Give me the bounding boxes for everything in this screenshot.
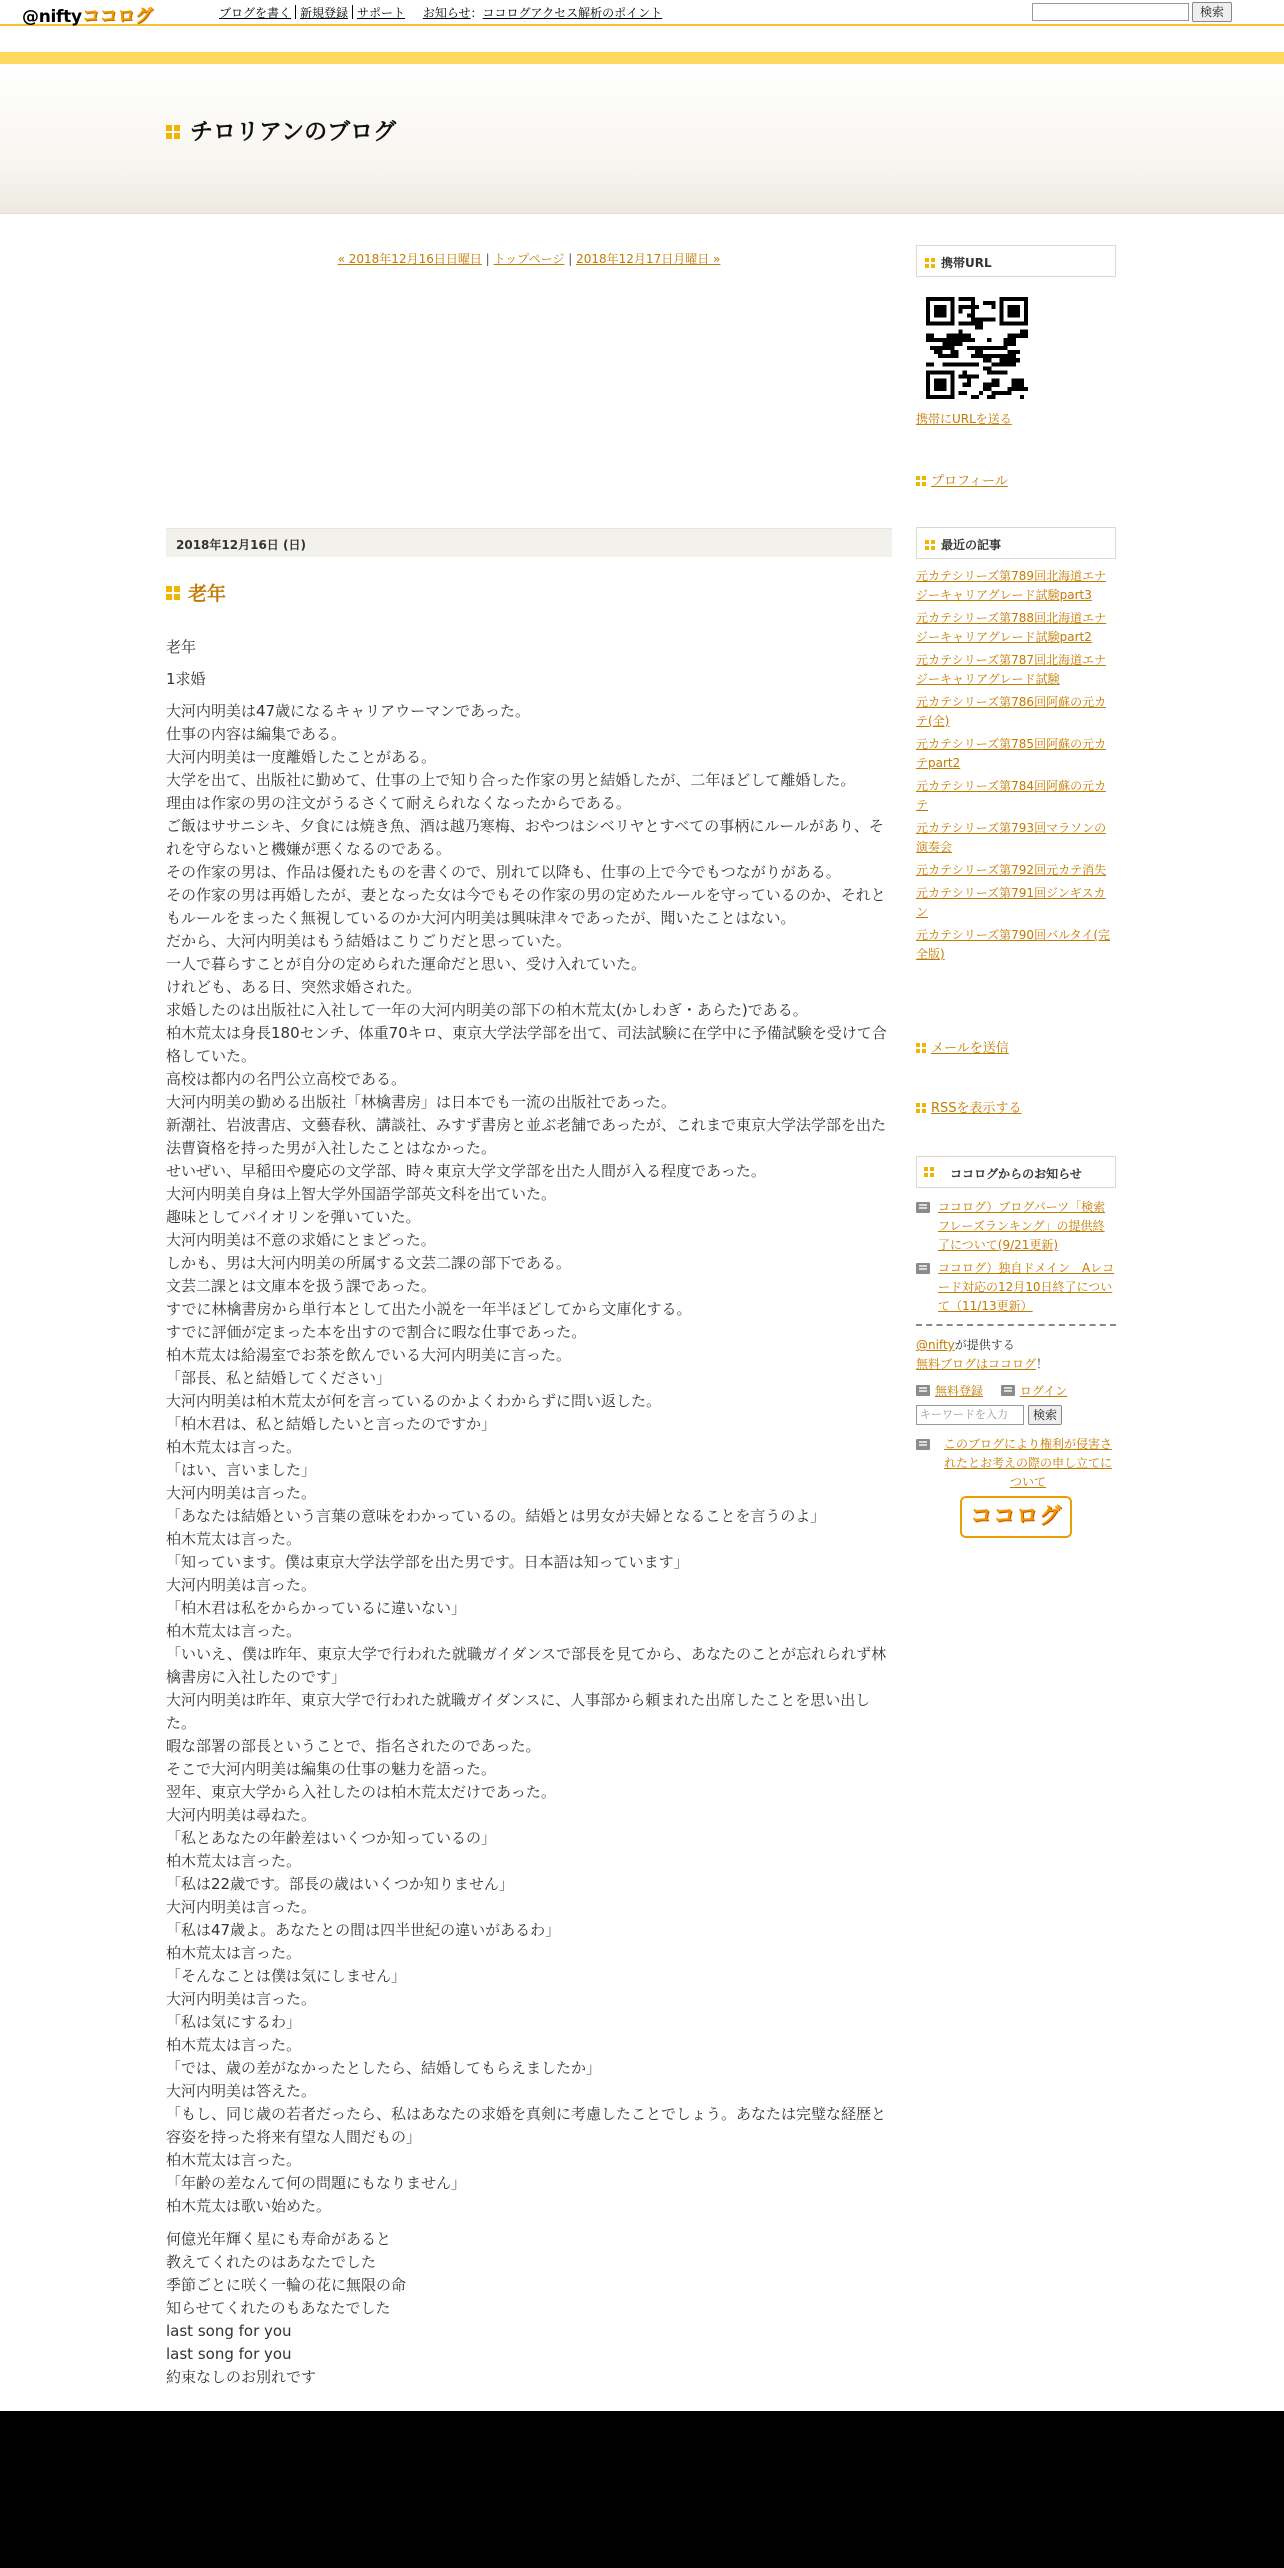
keyword-search-input[interactable]: キーワードを入力 bbox=[916, 1405, 1024, 1425]
square-icon bbox=[925, 540, 935, 550]
recent-post-link[interactable]: 元カテシリーズ第788回北海道エナジーキャリアグレード試験part2 bbox=[916, 611, 1107, 644]
entry-line: 柏木荒太は言った。 bbox=[166, 1622, 302, 1640]
register-icon bbox=[916, 1385, 930, 1396]
entry-title[interactable] bbox=[166, 579, 226, 606]
entry-subheading: 1求婚 bbox=[166, 670, 206, 688]
entry-line: 柏木荒太は言った。 bbox=[166, 1438, 302, 1456]
recent-post-item bbox=[916, 651, 1116, 689]
prev-entry-link[interactable]: « 2018年12月16日日曜日 bbox=[337, 252, 482, 266]
nav-register[interactable]: 新規登録 bbox=[300, 6, 349, 20]
entry-line: 柏木荒太は言った。 bbox=[166, 2036, 302, 2054]
entry-line: 大河内明美は答えた。 bbox=[166, 2082, 317, 2100]
top-search-input[interactable] bbox=[1032, 3, 1189, 21]
entry-line: けれども、ある日、突然求婚された。 bbox=[166, 978, 422, 996]
mobile-url-title-text: 携帯URL bbox=[941, 256, 992, 270]
entry-line: 「部長、私と結婚してください」 bbox=[166, 1369, 392, 1387]
recent-post-link[interactable]: 元カテシリーズ第792回元カテ消失 bbox=[916, 863, 1107, 877]
entry-line: 「あなたは結婚という言葉の意味をわかっているの。結婚とは男女が夫婦となることを言うのよ」 bbox=[166, 1507, 826, 1525]
free-blog-link[interactable]: 無料ブログはココログ bbox=[916, 1357, 1037, 1371]
recent-post-item bbox=[916, 735, 1116, 773]
entry-line: 「はい、言いました」 bbox=[166, 1461, 317, 1479]
entry-line: 理由は作家の男の注文がうるさくて耐えられなくなったからである。 bbox=[166, 794, 631, 812]
entry-line: 「私は気にするわ」 bbox=[166, 2013, 302, 2031]
recent-post-link[interactable]: 元カテシリーズ第790回バルタイ(完全版) bbox=[916, 928, 1111, 961]
entry-line: 一人で暮らすことが自分の定められた運命だと思い、受け入れていた。 bbox=[166, 955, 647, 973]
entry-line: 「私とあなたの年齢差はいくつか知っているの」 bbox=[166, 1829, 497, 1847]
nav-divider bbox=[295, 5, 296, 19]
entry-line: 大河内明美は言った。 bbox=[166, 1484, 317, 1502]
entry-line: 「年齢の差なんて何の問題にもなりません」 bbox=[166, 2174, 467, 2192]
recent-post-item bbox=[916, 926, 1116, 964]
entry-heading: 老年 bbox=[166, 638, 197, 656]
blog-title[interactable] bbox=[166, 113, 396, 146]
account-links bbox=[916, 1382, 1116, 1399]
entry-line: 柏木荒太は言った。 bbox=[166, 1944, 302, 1962]
lyric-line: 季節ごとに咲く一輪の花に無限の命 bbox=[166, 2276, 407, 2294]
notice-link[interactable]: ココログ）独自ドメイン Aレコード対応の12月10日終了について（11/13更新） bbox=[938, 1261, 1115, 1313]
keyword-search bbox=[916, 1405, 1116, 1425]
recent-posts-title bbox=[916, 527, 1116, 559]
entry-line: 「もし、同じ歳の若者だったら、私はあなたの求婚を真剣に考慮したことでしょう。あなたは完璧な経歴と容姿を持った将来有望な人間だもの」 bbox=[166, 2105, 887, 2146]
recent-post-item bbox=[916, 861, 1116, 880]
recent-post-link[interactable]: 元カテシリーズ第791回ジンギスカン bbox=[916, 886, 1106, 919]
nav-support[interactable]: サポート bbox=[357, 6, 406, 20]
provided-by bbox=[916, 1336, 1116, 1374]
entry-line: 大河内明美は言った。 bbox=[166, 1576, 317, 1594]
cocolog-notice-title bbox=[916, 1156, 1116, 1188]
profile-link[interactable]: プロフィール bbox=[931, 474, 1008, 489]
login-link[interactable]: ログイン bbox=[1019, 1384, 1068, 1398]
square-icon bbox=[916, 1103, 926, 1113]
notice-item bbox=[916, 1198, 1116, 1255]
entry-line: 「私は47歳よ。あなたとの間は四半世紀の違いがあるわ」 bbox=[166, 1921, 561, 1939]
entry-line: だから、大河内明美はもう結婚はこりごりだと思っていた。 bbox=[166, 932, 572, 950]
entry-line: 高校は都内の名門公立高校である。 bbox=[166, 1070, 407, 1088]
recent-posts-title-text: 最近の記事 bbox=[941, 538, 1002, 552]
entry-line: 大河内明美は昨年、東京大学で行われた就職ガイダンスに、人事部から頼まれた出席したことを思い出した。 bbox=[166, 1691, 871, 1732]
cocolog-logo-text: ココログ bbox=[81, 6, 153, 27]
provided-by-text: が提供する bbox=[954, 1338, 1015, 1352]
entry-line: 「そんなことは僕は気にしません」 bbox=[166, 1967, 407, 1985]
entry-line: 柏木荒太は言った。 bbox=[166, 1530, 302, 1548]
recent-post-link[interactable]: 元カテシリーズ第786回阿蘇の元カテ(全) bbox=[916, 695, 1107, 728]
nav-write-blog[interactable]: ブログを書く bbox=[219, 6, 292, 20]
recent-post-link[interactable]: 元カテシリーズ第787回北海道エナジーキャリアグレード試験 bbox=[916, 653, 1107, 686]
entry-line: 求婚したのは出版社に入社して一年の大河内明美の部下の柏木荒太(かしわぎ・あらた)である。 bbox=[166, 1001, 808, 1019]
free-blog-exclaim: ！ bbox=[1036, 1357, 1049, 1371]
entry-line: 翌年、東京大学から入社したのは柏木荒太だけであった。 bbox=[166, 1783, 556, 1801]
notice-link[interactable]: ココログ）ブログパーツ「検索フレーズランキング」の提供終了について(9/21更新) bbox=[938, 1200, 1106, 1252]
next-entry-link[interactable]: 2018年12月17日月曜日 » bbox=[576, 252, 721, 266]
entry-line: 大河内明美は言った。 bbox=[166, 1990, 317, 2008]
entry-square-icon bbox=[166, 586, 180, 600]
entry-line: 趣味としてバイオリンを弾いていた。 bbox=[166, 1208, 421, 1226]
mail-link-row bbox=[916, 1037, 1009, 1056]
nav-divider bbox=[352, 5, 353, 19]
square-icon bbox=[916, 476, 926, 486]
entry-line: そこで大河内明美は編集の仕事の魅力を語った。 bbox=[166, 1760, 497, 1778]
entry-line: 暇な部署の部長ということで、指名されたのであった。 bbox=[166, 1737, 541, 1755]
recent-post-item bbox=[916, 609, 1116, 647]
send-mail-link[interactable]: メールを送信 bbox=[931, 1041, 1009, 1056]
notice-item bbox=[916, 1259, 1116, 1316]
entry-line: 新潮社、岩波書店、文藝春秋、講談社、みすず書房と並ぶ老舗であったが、これまで東京大学法学部を出た法曹資格を持った男が入社したことはなかった。 bbox=[166, 1116, 887, 1157]
recent-post-item bbox=[916, 819, 1116, 857]
entry-line: 柏木荒太は歌い始めた。 bbox=[166, 2197, 332, 2215]
lyric-line: 何億光年輝く星にも寿命があると bbox=[166, 2230, 392, 2248]
lyric-line: last song for you bbox=[166, 2345, 292, 2363]
entry-line: 大河内明美は不意の求婚にとまどった。 bbox=[166, 1231, 436, 1249]
recent-post-link[interactable]: 元カテシリーズ第785回阿蘇の元カテpart2 bbox=[916, 737, 1107, 770]
entry-line: ご飯はササニシキ、夕食には焼き魚、酒は越乃寒梅、おやつはシベリヤとすべての事柄にルールがあり、それを守らないと機嫌が悪くなるのである。 bbox=[166, 817, 884, 858]
entry-pager bbox=[166, 250, 892, 267]
cocolog-notice-title-text: ココログからのお知らせ bbox=[950, 1167, 1082, 1181]
entry-paragraphs bbox=[166, 700, 892, 2218]
lyric-line: 教えてくれたのはあなたでした bbox=[166, 2253, 377, 2271]
entry-date: 2018年12月16日 (日) bbox=[166, 528, 892, 557]
pager-separator: | bbox=[481, 252, 494, 266]
blog-title-text: チロリアンのブログ bbox=[190, 119, 397, 145]
cocolog-badge-row bbox=[916, 1496, 1116, 1542]
entry-line: 「いいえ、僕は昨年、東京大学で行われた就職ガイダンスで部長を見てから、あなたのことが忘れられず林檎書房に入社したのです」 bbox=[166, 1645, 887, 1686]
news-colon: ： bbox=[470, 6, 483, 20]
profile-link-row bbox=[916, 470, 1008, 489]
top-page-link[interactable]: トップページ bbox=[493, 252, 565, 266]
entry-line: 「では、歳の差がなかったとしたら、結婚してもらえましたか」 bbox=[166, 2059, 602, 2077]
recent-post-item bbox=[916, 693, 1116, 731]
entry-line: 柏木荒太は給湯室でお茶を飲んでいる大河内明美に言った。 bbox=[166, 1346, 572, 1364]
entry-line: 文芸二課とは文庫本を扱う課であった。 bbox=[166, 1277, 436, 1295]
square-icon bbox=[925, 258, 935, 268]
cocolog-badge[interactable] bbox=[960, 1496, 1072, 1538]
qr-code-icon bbox=[926, 297, 1028, 399]
entry-line: 「私は22歳です。部長の歳はいくつか知りません」 bbox=[166, 1875, 514, 1893]
entry-line: 大河内明美は一度離婚したことがある。 bbox=[166, 748, 437, 766]
recent-post-item bbox=[916, 567, 1116, 605]
entry-line: 「柏木君は私をからかっているに違いない」 bbox=[166, 1599, 467, 1617]
keyword-search-button[interactable]: 検索 bbox=[1028, 1405, 1062, 1425]
lyric-line: 知らせてくれたのもあなたでした bbox=[166, 2299, 391, 2317]
cocolog-badge-text: ココログ bbox=[969, 1504, 1062, 1529]
entry-body bbox=[166, 636, 892, 2389]
entry-lyric bbox=[166, 2228, 892, 2389]
entry-line: 大河内明美は47歳になるキャリアウーマンであった。 bbox=[166, 702, 530, 720]
entry-title-text: 老年 bbox=[188, 583, 227, 605]
recent-post-link[interactable]: 元カテシリーズ第793回マラソンの演奏会 bbox=[916, 821, 1107, 854]
login-icon bbox=[1001, 1385, 1015, 1396]
entry-line: 柏木荒太は言った。 bbox=[166, 1852, 302, 1870]
send-url-link[interactable]: 携帯にURLを送る bbox=[916, 412, 1012, 426]
entry-line: 仕事の内容は編集である。 bbox=[166, 725, 347, 743]
screen-bottom-black bbox=[0, 2411, 1284, 2568]
nifty-link[interactable]: @nifty bbox=[916, 1338, 955, 1352]
entry-line: 大河内明美は言った。 bbox=[166, 1898, 317, 1916]
entry-line: 柏木荒太は身長180センチ、体重70キロ、東京大学法学部を出て、司法試験に在学中に予備試験を受けて合格していた。 bbox=[166, 1024, 887, 1065]
yellow-band bbox=[0, 52, 1284, 64]
entry-line: すでに評価が定まった本を出すので割合に暇な仕事であった。 bbox=[166, 1323, 587, 1341]
dashed-divider bbox=[916, 1324, 1116, 1326]
entry-line: その作家の男は再婚したが、妻となった女は今でもその作家の男の定めたルールを守っているのか、それともルールをまったく無視しているのか大河内明美は興味津々であったが、聞いたことはない。 bbox=[166, 886, 886, 927]
report-link[interactable]: このブログにより権利が侵害されたとお考えの際の申し立てについて bbox=[943, 1437, 1112, 1489]
rss-link[interactable]: RSSを表示する bbox=[931, 1101, 1022, 1116]
lyric-line: 約束なしのお別れです bbox=[166, 2368, 317, 2386]
entry-line: すでに林檎書房から単行本として出た小説を一年半ほどしてから文庫化する。 bbox=[166, 1300, 692, 1318]
recent-post-item bbox=[916, 884, 1116, 922]
notice-icon bbox=[916, 1263, 930, 1274]
pager-separator: | bbox=[564, 252, 577, 266]
recent-post-link[interactable]: 元カテシリーズ第789回北海道エナジーキャリアグレード試験part3 bbox=[916, 569, 1107, 602]
entry-line: 大河内明美は柏木荒太が何を言っているのかよくわからずに問い返した。 bbox=[166, 1392, 662, 1410]
notice-icon bbox=[916, 1202, 930, 1213]
rss-link-row bbox=[916, 1097, 1022, 1116]
recent-posts-list bbox=[916, 567, 1116, 964]
mobile-url-title bbox=[916, 245, 1116, 277]
news-link[interactable]: ココログアクセス解析のポイント bbox=[482, 6, 663, 20]
entry-line: 大河内明美は尋ねた。 bbox=[166, 1806, 317, 1824]
entry-line: 大河内明美自身は上智大学外国語学部英文科を出ていた。 bbox=[166, 1185, 557, 1203]
nifty-top-bar bbox=[0, 0, 1284, 26]
nifty-cocolog-logo[interactable] bbox=[22, 2, 153, 28]
top-search-button[interactable]: 検索 bbox=[1192, 2, 1232, 22]
nav-news[interactable]: お知らせ bbox=[422, 6, 471, 20]
top-nav bbox=[219, 4, 662, 21]
entry-line: せいぜい、早稲田や慶応の文学部、時々東京大学文学部を出た人間が入る程度であった。 bbox=[166, 1162, 766, 1180]
title-square-icon bbox=[166, 125, 180, 139]
entry-line: 大学を出て、出版社に勤めて、仕事の上で知り合った作家の男と結婚したが、二年ほどして離婚した。 bbox=[166, 771, 856, 789]
nifty-logo-text: @nifty bbox=[22, 7, 82, 27]
entry-line: 「柏木君は、私と結婚したいと言ったのですか」 bbox=[166, 1415, 497, 1433]
notice-list bbox=[916, 1198, 1116, 1316]
entry-line: その作家の男は、作品は優れたものを書くので、別れて以降も、仕事の上で今でもつながりがある。 bbox=[166, 863, 841, 881]
entry-line: 大河内明美の勤める出版社「林檎書房」は日本でも一流の出版社であった。 bbox=[166, 1093, 676, 1111]
report-row bbox=[916, 1435, 1116, 1492]
recent-post-link[interactable]: 元カテシリーズ第784回阿蘇の元カテ bbox=[916, 779, 1107, 812]
square-icon bbox=[924, 1167, 934, 1177]
lyric-line: last song for you bbox=[166, 2322, 292, 2340]
register-link[interactable]: 無料登録 bbox=[935, 1384, 984, 1398]
recent-post-item bbox=[916, 777, 1116, 815]
square-icon bbox=[916, 1043, 926, 1053]
entry-line: 「知っています。僕は東京大学法学部を出た男です。日本語は知っています」 bbox=[166, 1553, 689, 1571]
entry-line: 柏木荒太は言った。 bbox=[166, 2151, 302, 2169]
report-icon bbox=[916, 1439, 930, 1450]
entry-line: しかも、男は大河内明美の所属する文芸二課の部下である。 bbox=[166, 1254, 572, 1272]
